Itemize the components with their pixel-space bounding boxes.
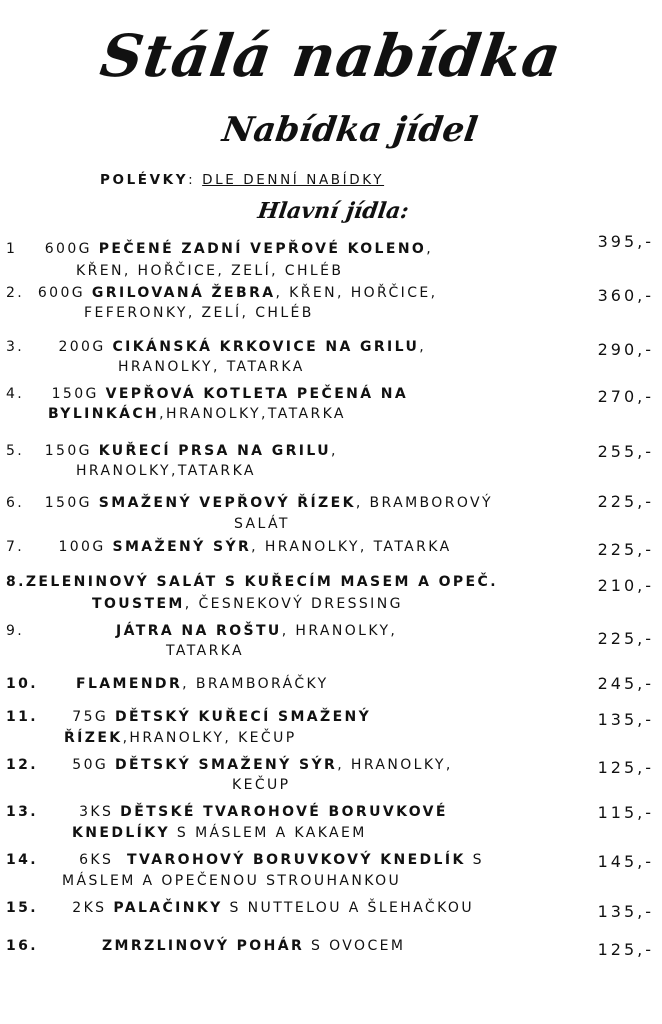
item-quantity: 6KS xyxy=(79,852,114,868)
item-rest: , BRAMBOROVÝ xyxy=(355,495,493,511)
item-quantity: 150G xyxy=(51,386,99,402)
item-6-price: 225,- xyxy=(597,492,654,511)
item-7-price: 225,- xyxy=(597,540,654,559)
item-name: VEPŘOVÁ KOTLETA PEČENÁ NA xyxy=(105,386,409,402)
item-number: 4. xyxy=(6,386,25,402)
item-rest: , HRANOLKY, xyxy=(281,623,398,639)
item-2-line-1 xyxy=(6,285,437,301)
item-9-line-2: TATARKA xyxy=(166,643,245,659)
soups-separator: : xyxy=(188,172,203,188)
item-rest: S OVOCEM xyxy=(304,938,406,954)
item-number: 3. xyxy=(6,339,25,355)
item-number: 6. xyxy=(6,495,25,511)
item-5-price: 255,- xyxy=(597,442,654,461)
item-9-number: 9. xyxy=(6,623,25,639)
item-5-line-2: HRANOLKY,TATARKA xyxy=(76,463,256,479)
item-quantity: 50G xyxy=(72,757,109,773)
item-name: ZMRZLINOVÝ POHÁR xyxy=(102,938,305,954)
item-quantity: 200G xyxy=(58,339,106,355)
item-11-line-2 xyxy=(64,730,297,746)
menu-subtitle: Nabídka jídel xyxy=(219,110,481,150)
main-dishes-heading: Hlavní jídla: xyxy=(256,198,411,224)
item-2-price: 360,- xyxy=(597,286,654,305)
item-number: 12. xyxy=(6,757,39,773)
item-name-cont: TOUSTEM xyxy=(92,596,185,612)
item-rest: , BRAMBORÁČKY xyxy=(182,676,329,692)
item-number: 11. xyxy=(6,709,39,725)
item-1-line-2: KŘEN, HOŘČICE, ZELÍ, CHLÉB xyxy=(76,263,344,279)
item-16-line-1 xyxy=(102,938,405,954)
item-5-line-1 xyxy=(6,443,338,459)
item-name: DĚTSKÝ SMAŽENÝ SÝR xyxy=(115,757,338,773)
item-12-price: 125,- xyxy=(597,758,654,777)
item-1-line-1 xyxy=(6,241,433,257)
item-9-price: 225,- xyxy=(597,629,654,648)
item-6-line-2: SALÁT xyxy=(234,516,290,532)
item-15-line-1 xyxy=(6,900,474,916)
item-name: SMAŽENÝ SÝR xyxy=(112,539,252,555)
item-12-line-2: KEČUP xyxy=(232,777,291,793)
item-quantity: 150G xyxy=(44,443,92,459)
item-name: PEČENÉ ZADNÍ VEPŘOVÉ KOLENO xyxy=(98,241,427,257)
item-3-price: 290,- xyxy=(597,340,654,359)
item-number: 2. xyxy=(6,285,25,301)
item-9-line-1 xyxy=(116,623,397,639)
item-quantity: 75G xyxy=(72,709,109,725)
soups-line xyxy=(100,172,384,188)
item-quantity: 600G xyxy=(44,241,92,257)
item-13-line-1 xyxy=(6,804,448,820)
item-10-price: 245,- xyxy=(597,674,654,693)
item-number: 5. xyxy=(6,443,25,459)
item-number: 13. xyxy=(6,804,39,820)
item-4-price: 270,- xyxy=(597,387,654,406)
item-name: DĚTSKÝ KUŘECÍ SMAŽENÝ xyxy=(115,709,372,725)
item-8-line-2 xyxy=(92,596,403,612)
item-name: TVAROHOVÝ BORUVKOVÝ KNEDLÍK xyxy=(127,852,466,868)
item-rest: S xyxy=(465,852,484,868)
item-15-price: 135,- xyxy=(597,902,654,921)
item-quantity: 3KS xyxy=(79,804,114,820)
item-number: 1 xyxy=(6,241,18,257)
item-name: SMAŽENÝ VEPŘOVÝ ŘÍZEK xyxy=(98,495,356,511)
item-13-price: 115,- xyxy=(597,803,654,822)
menu-title: Stálá nabídka xyxy=(96,22,566,90)
item-name: CIKÁNSKÁ KRKOVICE NA GRILU xyxy=(112,339,420,355)
soups-label: POLÉVKY xyxy=(100,172,189,188)
item-name: JÁTRA NA ROŠTU xyxy=(116,623,282,639)
item-16-number: 16. xyxy=(6,938,39,954)
item-rest: S NUTTELOU A ŠLEHAČKOU xyxy=(222,900,474,916)
item-quantity: 150G xyxy=(44,495,92,511)
item-rest: ,HRANOLKY, KEČUP xyxy=(122,730,297,746)
item-name: KUŘECÍ PRSA NA GRILU xyxy=(98,443,331,459)
item-rest: , xyxy=(419,339,427,355)
item-6-line-1 xyxy=(6,495,493,511)
item-12-line-1 xyxy=(6,757,453,773)
item-rest: S MÁSLEM A KAKAEM xyxy=(170,825,367,841)
item-number: 7. xyxy=(6,539,25,555)
item-rest: , ČESNEKOVÝ DRESSING xyxy=(184,596,403,612)
item-13-line-2 xyxy=(72,825,367,841)
item-rest: ,HRANOLKY,TATARKA xyxy=(159,406,346,422)
item-14-price: 145,- xyxy=(597,852,654,871)
item-number: 8. xyxy=(6,574,26,590)
item-rest: , HRANOLKY, TATARKA xyxy=(251,539,452,555)
item-quantity: 100G xyxy=(58,539,106,555)
item-4-line-1 xyxy=(6,386,408,402)
item-name: FLAMENDR xyxy=(76,676,183,692)
item-7-line-1 xyxy=(6,539,452,555)
item-rest: , xyxy=(330,443,338,459)
item-10-line-1 xyxy=(76,676,329,692)
item-2-line-2: FEFERONKY, ZELÍ, CHLÉB xyxy=(84,305,314,321)
item-8-price: 210,- xyxy=(597,576,654,595)
item-14-line-1 xyxy=(6,852,484,868)
item-name: ZELENINOVÝ SALÁT S KUŘECÍM MASEM A OPEČ. xyxy=(25,574,498,590)
item-10-number: 10. xyxy=(6,676,39,692)
item-rest: , HRANOLKY, xyxy=(337,757,453,773)
item-name: DĚTSKÉ TVAROHOVÉ BORUVKOVÉ xyxy=(120,804,448,820)
item-11-line-1 xyxy=(6,709,371,725)
item-8-line-1 xyxy=(6,574,498,590)
item-number: 14. xyxy=(6,852,39,868)
item-name-cont: KNEDLÍKY xyxy=(72,825,171,841)
item-3-line-1 xyxy=(6,339,426,355)
item-4-line-2 xyxy=(48,406,346,422)
soups-value: DLE DENNÍ NABÍDKY xyxy=(202,172,385,188)
item-name-cont: ŘÍZEK xyxy=(64,730,123,746)
item-16-price: 125,- xyxy=(597,940,654,959)
item-quantity: 2KS xyxy=(72,900,107,916)
item-11-price: 135,- xyxy=(597,710,654,729)
item-name: GRILOVANÁ ŽEBRA xyxy=(91,285,276,301)
item-rest: , KŘEN, HOŘČICE, xyxy=(275,285,438,301)
item-name: PALAČINKY xyxy=(113,900,223,916)
item-1-price: 395,- xyxy=(597,232,654,251)
item-rest: , xyxy=(426,241,434,257)
item-quantity: 600G xyxy=(37,285,86,301)
item-name-cont: BYLINKÁCH xyxy=(48,406,160,422)
item-number: 15. xyxy=(6,900,39,916)
item-14-line-2: MÁSLEM A OPEČENOU STROUHANKOU xyxy=(62,873,402,889)
item-3-line-2: HRANOLKY, TATARKA xyxy=(118,359,305,375)
